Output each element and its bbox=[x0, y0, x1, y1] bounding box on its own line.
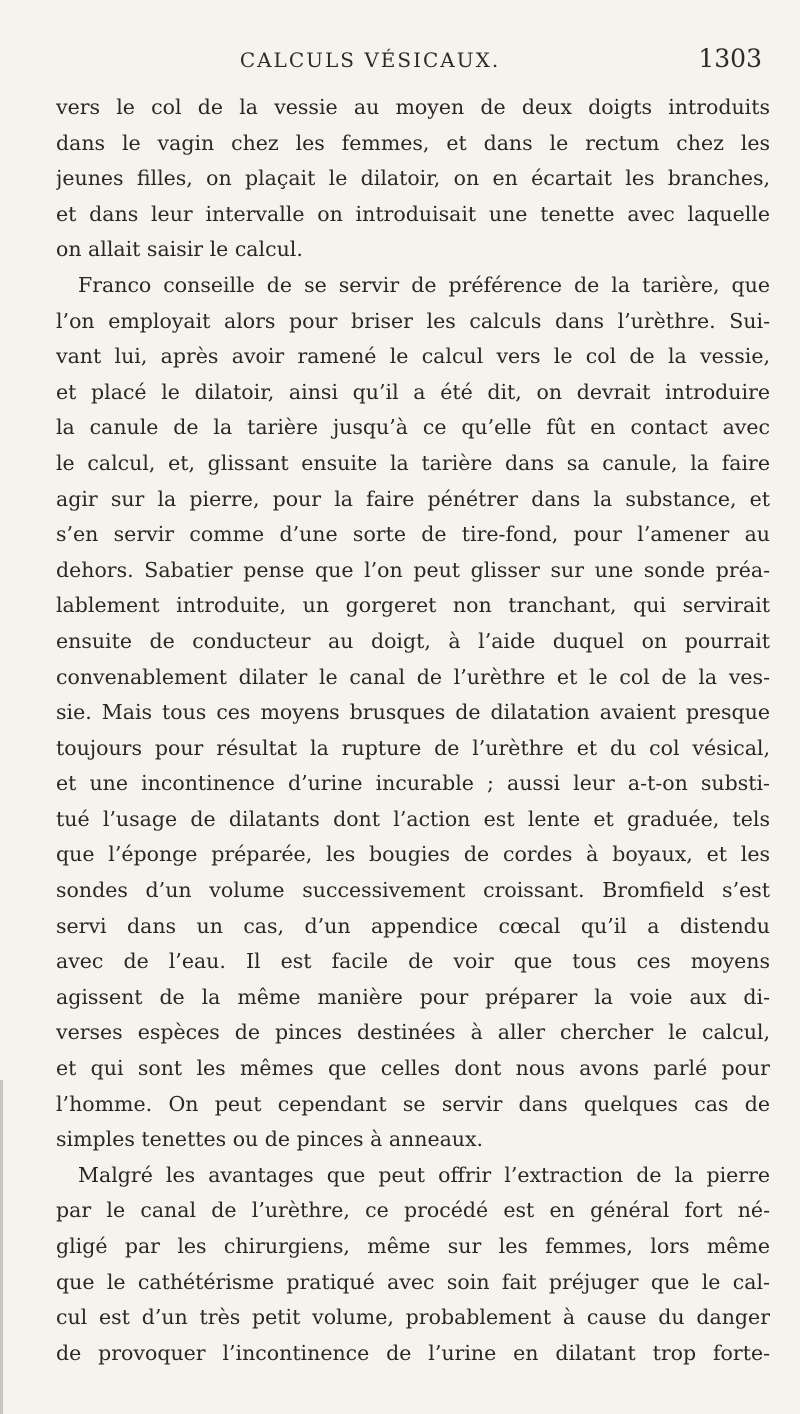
text-line: avec de l’eau. Il est facile de voir que tous ces moyens bbox=[56, 949, 770, 974]
text-line: la canule de la tarière jusqu’à ce qu’elle fût en contact avec bbox=[56, 415, 770, 440]
text-line: le calcul, et, glissant ensuite la tarière dans sa canule, la faire bbox=[56, 450, 770, 475]
text-line: dans le vagin chez les femmes, et dans le rectum chez les bbox=[56, 130, 770, 155]
text-line: simples tenettes ou de pinces à anneaux. bbox=[56, 1127, 484, 1152]
text-line: vant lui, après avoir ramené le calcul vers le col de la vessie, bbox=[56, 344, 770, 369]
text-line: gligé par les chirurgiens, même sur les femmes, lors même bbox=[56, 1234, 770, 1258]
text-line: sondes d’un volume successivement croissant. Bromfield s’est bbox=[56, 878, 770, 903]
page-edge-shadow bbox=[0, 1080, 3, 1414]
text-line: cul est d’un très petit volume, probablement à cause du danger bbox=[56, 1305, 770, 1330]
text-line: sie. Mais tous ces moyens brusques de dilatation avaient presque bbox=[56, 700, 770, 725]
text-line: agissent de la même manière pour préparer la voie aux di- bbox=[56, 984, 770, 1009]
text-line: on allait saisir le calcul. bbox=[56, 237, 303, 262]
body-text bbox=[56, 90, 770, 1371]
text-line: que le cathétérisme pratiqué avec soin fait préjuger que le cal- bbox=[56, 1269, 770, 1294]
text-line: lablement introduite, un gorgeret non tranchant, qui servirait bbox=[56, 593, 770, 618]
text-line: Malgré les avantages que peut offrir l’extraction de la pierre bbox=[78, 1162, 770, 1187]
text-line: et placé le dilatoir, ainsi qu’il a été dit, on devrait introduire bbox=[56, 379, 770, 404]
text-line: que l’éponge préparée, les bougies de cordes à boyaux, et les bbox=[56, 842, 770, 867]
text-line: vers le col de la vessie au moyen de deux doigts introduits bbox=[56, 95, 770, 119]
running-head bbox=[0, 40, 800, 86]
text-line: et dans leur intervalle on introduisait une tenette avec laquelle bbox=[56, 201, 770, 226]
text-line: par le canal de l’urèthre, ce procédé est en général fort né- bbox=[56, 1198, 770, 1223]
text-line: agir sur la pierre, pour la faire pénétrer dans la substance, et bbox=[56, 486, 770, 511]
text-line: ensuite de conducteur au doigt, à l’aide duquel on pourrait bbox=[56, 628, 770, 653]
text-line: de provoquer l’incontinence de l’urine en dilatant trop forte- bbox=[56, 1340, 770, 1365]
text-line: et une incontinence d’urine incurable ; aussi leur a-t-on substi- bbox=[56, 771, 770, 796]
text-line: jeunes filles, on plaçait le dilatoir, on en écartait les branches, bbox=[56, 166, 770, 191]
text-line: servi dans un cas, d’un appendice cœcal qu’il a distendu bbox=[56, 913, 770, 938]
text-line: tué l’usage de dilatants dont l’action est lente et graduée, tels bbox=[56, 806, 770, 831]
text-line: verses espèces de pinces destinées à aller chercher le calcul, bbox=[56, 1020, 770, 1045]
text-line: convenablement dilater le canal de l’urèthre et le col de la ves- bbox=[56, 664, 770, 689]
running-title: CALCULS VÉSICAUX. bbox=[239, 48, 501, 72]
text-line: toujours pour résultat la rupture de l’urèthre et du col vésical, bbox=[56, 735, 770, 760]
text-line: Franco conseille de se servir de préférence de la tarière, que bbox=[78, 272, 770, 297]
text-line: dehors. Sabatier pense que l’on peut glisser sur une sonde préa- bbox=[56, 557, 770, 582]
text-line: et qui sont les mêmes que celles dont nous avons parlé pour bbox=[56, 1056, 770, 1081]
text-line: s’en servir comme d’une sorte de tire-fond, pour l’amener au bbox=[56, 522, 770, 547]
text-line: l’homme. On peut cependant se servir dans quelques cas de bbox=[56, 1091, 770, 1116]
page-number: 1303 bbox=[698, 44, 762, 73]
text-line: l’on employait alors pour briser les calculs dans l’urèthre. Sui- bbox=[56, 308, 770, 333]
